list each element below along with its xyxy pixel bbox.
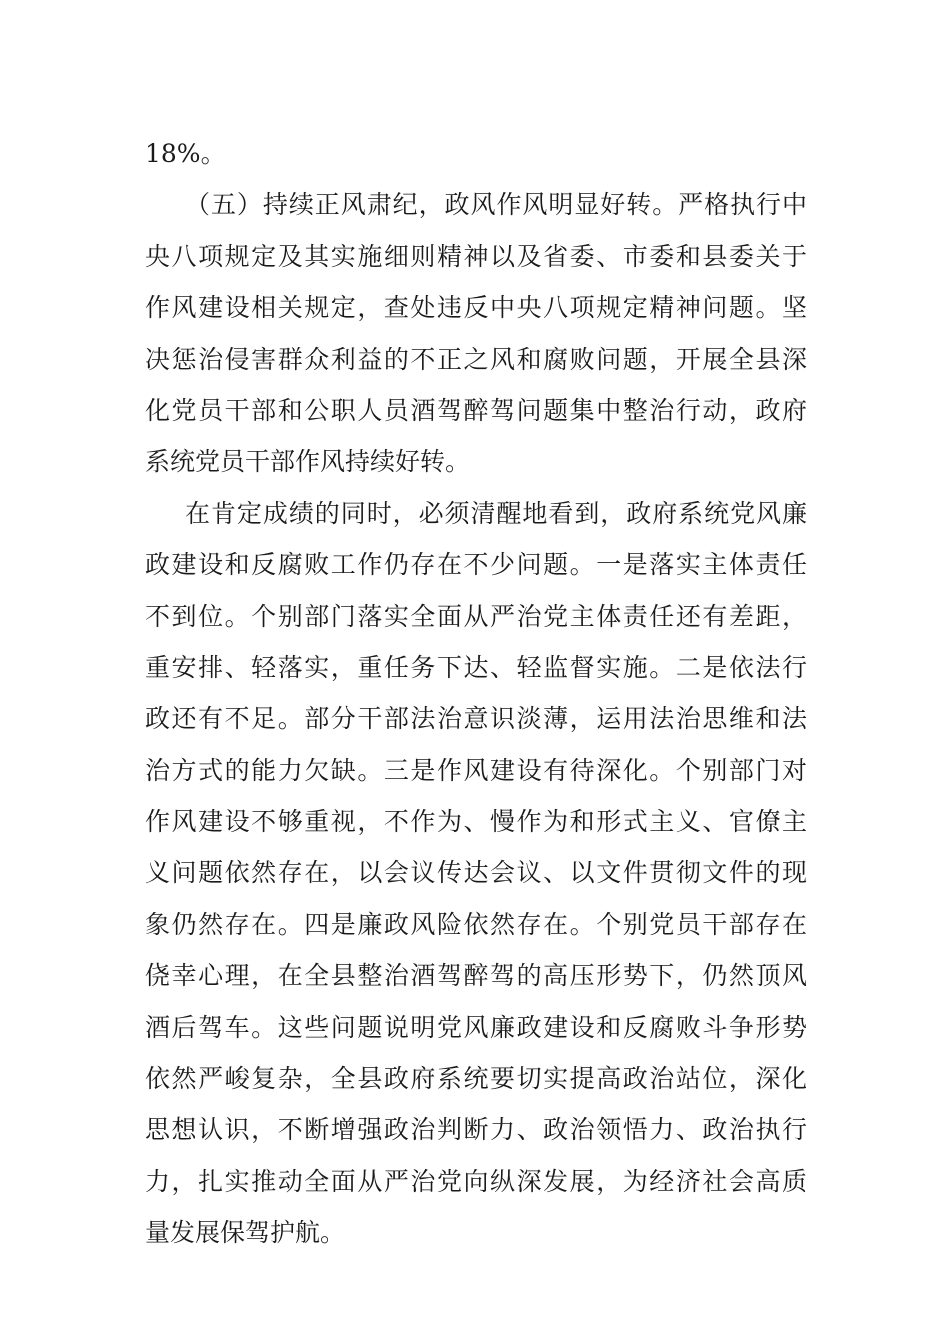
paragraph-line: 治方式的能力欠缺。三是作风建设有待深化。个别部门对 xyxy=(145,755,807,785)
paragraph-line: 作风建设相关规定，查处违反中央八项规定精神问题。坚 xyxy=(145,293,807,323)
paragraph-line: 系统党员干部作风持续好转。 xyxy=(145,447,471,477)
body-text xyxy=(145,128,807,1259)
paragraph-line: 央八项规定及其实施细则精神以及省委、市委和县委关于 xyxy=(145,241,807,271)
paragraph-line: 政建设和反腐败工作仍存在不少问题。一是落实主体责任 xyxy=(145,550,807,580)
paragraph-line: 酒后驾车。这些问题说明党风廉政建设和反腐败斗争形势 xyxy=(145,1012,807,1042)
paragraph-line: 化党员干部和公职人员酒驾醉驾问题集中整治行动，政府 xyxy=(145,395,807,425)
paragraph-line: 义问题依然存在，以会议传达会议、以文件贯彻文件的现 xyxy=(145,858,807,888)
paragraph-line: 象仍然存在。四是廉政风险依然存在。个别党员干部存在 xyxy=(145,909,807,939)
paragraph-line: 侥幸心理，在全县整治酒驾醉驾的高压形势下，仍然顶风 xyxy=(145,961,807,991)
paragraph-line: 18%。 xyxy=(145,139,226,168)
paragraph-line: 量发展保驾护航。 xyxy=(145,1218,346,1248)
paragraph-line: 在肯定成绩的同时，必须清醒地看到，政府系统党风廉 xyxy=(185,498,807,528)
paragraph-line: 作风建设不够重视，不作为、慢作为和形式主义、官僚主 xyxy=(145,807,807,837)
paragraph-line: （五）持续正风肃纪，政风作风明显好转。严格执行中 xyxy=(185,190,807,220)
paragraph-line: 决惩治侵害群众利益的不正之风和腐败问题，开展全县深 xyxy=(145,344,807,374)
paragraph-line: 重安排、轻落实，重任务下达、轻监督实施。二是依法行 xyxy=(145,652,807,682)
paragraph-line: 依然严峻复杂，全县政府系统要切实提高政治站位，深化 xyxy=(145,1064,807,1094)
paragraph-line: 政还有不足。部分干部法治意识淡薄，运用法治思维和法 xyxy=(145,704,807,734)
paragraph-line: 力，扎实推动全面从严治党向纵深发展，为经济社会高质 xyxy=(145,1166,807,1196)
paragraph-line: 思想认识，不断增强政治判断力、政治领悟力、政治执行 xyxy=(145,1115,807,1145)
paragraph-line: 不到位。个别部门落实全面从严治党主体责任还有差距， xyxy=(145,601,807,631)
